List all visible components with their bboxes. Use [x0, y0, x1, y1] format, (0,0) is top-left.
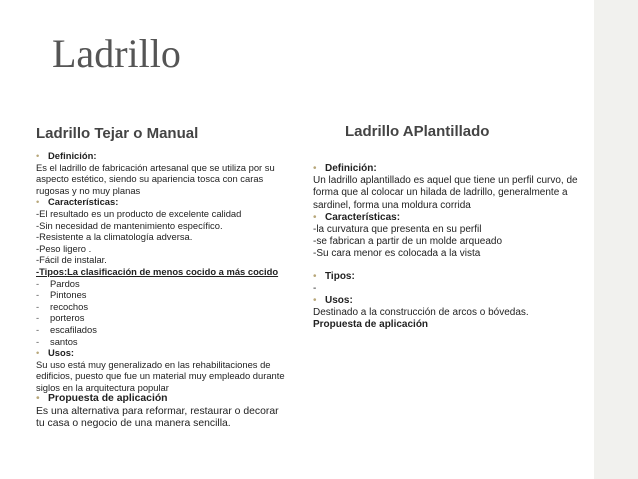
- left-caracteristica: -El resultado es un producto de excelente calidad: [36, 207, 242, 219]
- bullet-icon: •: [313, 270, 317, 282]
- right-column-heading: Ladrillo APlantillado: [345, 123, 490, 140]
- right-definicion-label: Definición:: [325, 163, 377, 174]
- left-caracteristica: -Peso ligero .: [36, 242, 92, 254]
- dash-icon: -: [36, 335, 40, 347]
- right-usos-item: [313, 295, 603, 307]
- right-tipos-item: [313, 271, 603, 283]
- left-column: [36, 150, 286, 431]
- right-caracteristica: -la curvatura que presenta en su perfil: [313, 224, 482, 236]
- left-definicion-item: [36, 150, 286, 162]
- bullet-icon: •: [36, 393, 40, 405]
- left-tipo-item: [36, 289, 286, 301]
- left-caracteristica: -Fácil de instalar.: [36, 254, 107, 266]
- left-tipo-item: [36, 324, 286, 336]
- right-tipos-label: Tipos:: [325, 270, 355, 282]
- left-tipo-item: [36, 336, 286, 348]
- dash-icon: -: [36, 277, 40, 289]
- left-tipo: porteros: [50, 312, 85, 324]
- right-tipos-dash: -: [313, 282, 317, 294]
- dash-icon: -: [36, 312, 40, 324]
- left-tipo: recochos: [50, 300, 89, 312]
- left-definicion-text: Es el ladrillo de fabricación artesanal que se utiliza por su aspecto estético, siendo su apariencia tosca con caras rugosas y no muy planas: [36, 161, 275, 196]
- left-tipo-item: [36, 312, 286, 324]
- bullet-icon: •: [313, 295, 317, 307]
- left-tipo: Pardos: [50, 277, 80, 289]
- left-column-heading: Ladrillo Tejar o Manual: [36, 125, 199, 142]
- left-tipo: Pintones: [50, 289, 87, 301]
- left-propuesta-label: Propuesta de aplicación: [48, 393, 168, 405]
- page-title: Ladrillo: [52, 31, 181, 76]
- right-definicion-item: [313, 163, 603, 175]
- left-caracteristicas-label: Características:: [48, 196, 119, 208]
- right-caracteristica: -se fabrican a partir de un molde arqueado: [313, 236, 503, 248]
- right-definicion-text: Un ladrillo aplantillado es aquel que tiene un perfil curvo, de forma que al colocar un hilada de ladrillo, generalmente a sardinel, forma una moldura corrida: [313, 175, 578, 211]
- right-caracteristica: -Su cara menor es colocada a la vista: [313, 248, 481, 260]
- left-tipo-item: [36, 278, 286, 290]
- bullet-icon: •: [36, 150, 40, 161]
- left-propuesta-text: Es una alternativa para reformar, restaurar o decorar tu casa o negocio de una manera sencilla.: [36, 405, 279, 430]
- left-tipo: escafilados: [50, 323, 97, 335]
- left-caracteristica: -Sin necesidad de mantenimiento específico.: [36, 219, 223, 231]
- right-propuesta-label: Propuesta de aplicación: [313, 319, 429, 331]
- dash-icon: -: [36, 300, 40, 312]
- bullet-icon: •: [313, 163, 317, 174]
- dash-icon: -: [36, 289, 40, 301]
- bullet-icon: •: [36, 347, 40, 359]
- left-usos-text: Su uso está muy generalizado en las rehabilitaciones de edificios, puesto que fue un material muy empleado durante siglos en la arquitectura popular: [36, 358, 285, 393]
- left-usos-item: [36, 347, 286, 359]
- right-caracteristicas-item: [313, 212, 603, 224]
- bullet-icon: •: [313, 211, 317, 223]
- dash-icon: -: [36, 323, 40, 335]
- left-tipo-item: [36, 301, 286, 313]
- left-caracteristica: -Resistente a la climatología adversa.: [36, 231, 193, 243]
- right-column: [313, 163, 603, 332]
- left-caracteristicas-item: [36, 196, 286, 208]
- left-usos-label: Usos:: [48, 347, 75, 359]
- right-usos-label: Usos:: [325, 295, 353, 307]
- left-definicion-label: Definición:: [48, 150, 97, 161]
- left-propuesta-item: [36, 393, 286, 405]
- right-usos-text: Destinado a la construcción de arcos o bóvedas.: [313, 307, 529, 319]
- left-tipo: santos: [50, 335, 78, 347]
- right-caracteristicas-label: Características:: [325, 211, 401, 223]
- left-tipos-label: -Tipos:La clasificación de menos cocido a más cocido: [36, 265, 279, 277]
- bullet-icon: •: [36, 196, 40, 208]
